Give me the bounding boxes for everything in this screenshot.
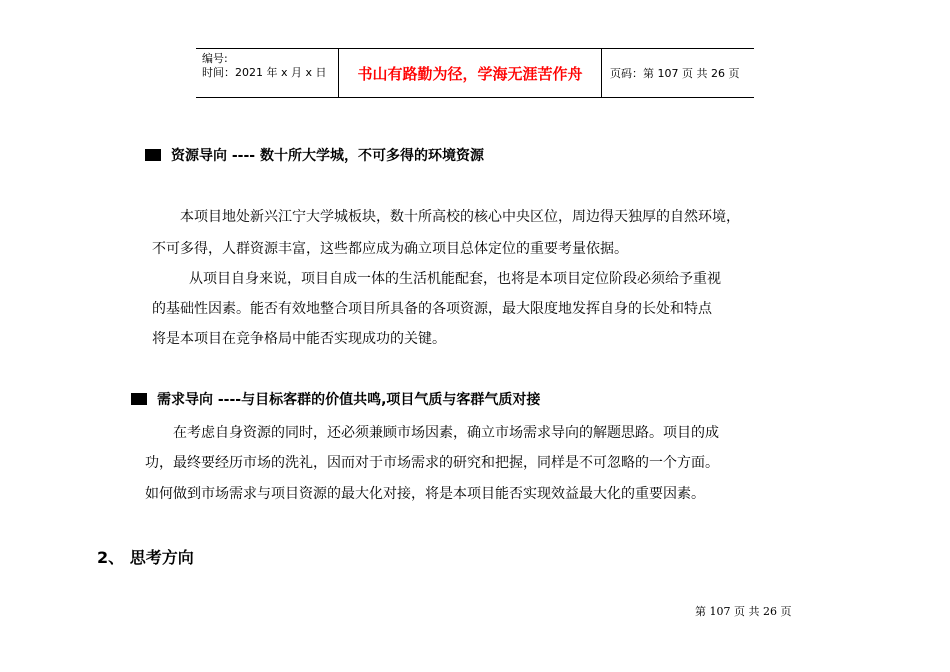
- section-heading-demand: [131, 389, 540, 409]
- time-label: 时间：2021 年 x 月 x 日: [202, 66, 327, 79]
- page-code: 页码：第 107 页 共 26 页: [610, 67, 740, 80]
- paragraph-line: 功，最终要经历市场的洗礼，因而对于市场需求的研究和把握，同样是不可忽略的一个方面。: [145, 455, 719, 471]
- subheading: 2、 思考方向: [97, 548, 194, 567]
- header-motto-cell: [339, 49, 602, 97]
- paragraph-line: 如何做到市场需求与项目资源的最大化对接，将是本项目能否实现效益最大化的重要因素。: [145, 486, 705, 502]
- square-bullet-icon: [131, 393, 147, 405]
- motto-text: 书山有路勤为径，学海无涯苦作舟: [357, 64, 583, 83]
- page-footer: 第 107 页 共 26 页: [695, 605, 792, 618]
- paragraph-line: 的基础性因素。能否有效地整合项目所具备的各项资源，最大限度地发挥自身的长处和特点: [152, 301, 712, 317]
- paragraph-line: 在考虑自身资源的同时，还必须兼顾市场因素，确立市场需求导向的解题思路。项目的成: [173, 425, 719, 441]
- paragraph-line: 本项目地处新兴江宁大学城板块，数十所高校的核心中央区位，周边得天独厚的自然环境，: [180, 209, 740, 225]
- square-bullet-icon: [145, 149, 161, 161]
- header-meta-cell: [196, 49, 339, 97]
- number-label: 编号:: [202, 52, 228, 65]
- paragraph-line: 不可多得，人群资源丰富，这些都应成为确立项目总体定位的重要考量依据。: [152, 241, 628, 257]
- paragraph-line: 将是本项目在竞争格局中能否实现成功的关键。: [152, 331, 446, 347]
- section-heading-text: 资源导向 ---- 数十所大学城，不可多得的环境资源: [171, 148, 484, 164]
- header-table: [196, 48, 754, 98]
- header-page-cell: [602, 49, 754, 97]
- section-heading-text: 需求导向 ----与目标客群的价值共鸣,项目气质与客群气质对接: [157, 392, 541, 408]
- paragraph-line: 从项目自身来说，项目自成一体的生活机能配套，也将是本项目定位阶段必须给予重视: [189, 271, 721, 287]
- section-heading-resource: [145, 145, 484, 165]
